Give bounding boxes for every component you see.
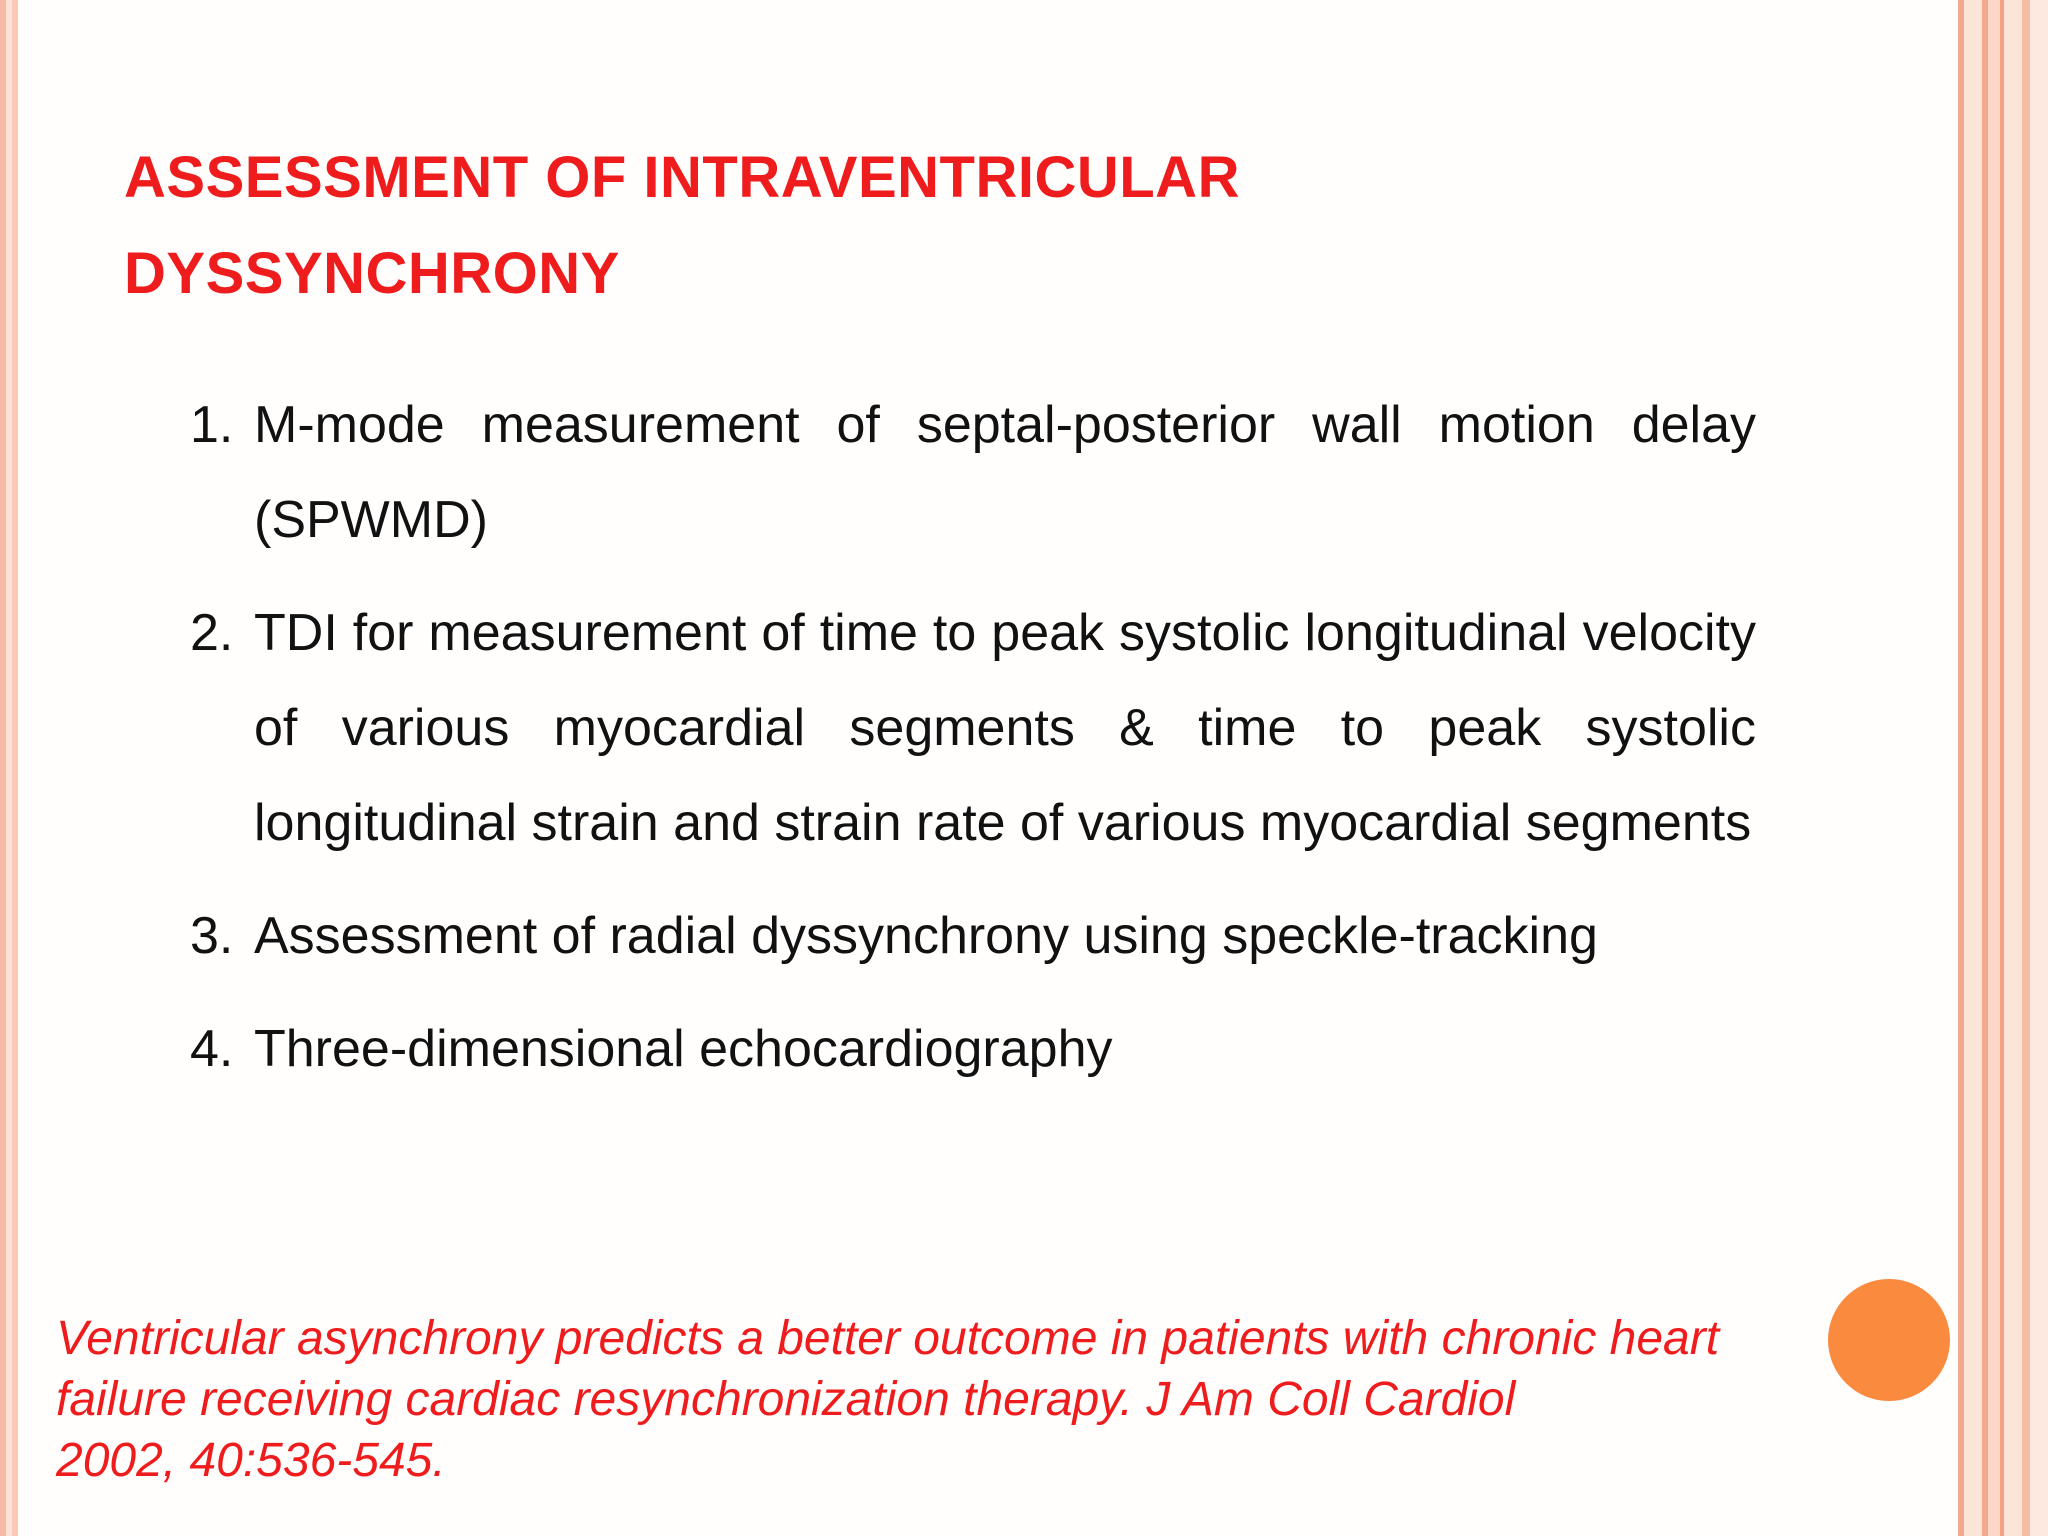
slide-title [124, 130, 1424, 322]
title-line-2: DYSSYNCHRONY [124, 241, 620, 306]
list-item [190, 1002, 1756, 1097]
list-item [190, 889, 1756, 984]
citation-line-1: Ventricular asynchrony predicts a better outcome in patients with chronic heart [56, 1312, 1720, 1365]
reference-citation [56, 1308, 1876, 1491]
list-item [190, 586, 1756, 871]
list-item-number: 4. [190, 1020, 234, 1078]
list-item-text: M-mode measurement of septal-posterior wall motion delay (SPWMD) [254, 396, 1756, 549]
list-item-text: Three-dimensional echocardiography [254, 1020, 1113, 1078]
list-item-text: TDI for measurement of time to peak systolic longitudinal velocity of various myocardial segments & time to peak systolic longitudinal strain and strain rate of various myocardial segments [254, 604, 1756, 852]
list-item-number: 2. [190, 604, 234, 662]
citation-line-2: failure receiving cardiac resynchronization therapy. J Am Coll Cardiol [56, 1373, 1516, 1426]
right-decorative-border [1958, 0, 2048, 1536]
list-item-number: 3. [190, 907, 234, 965]
list-item [190, 378, 1756, 568]
list-item-number: 1. [190, 396, 234, 454]
orange-circle-accent [1828, 1279, 1950, 1401]
citation-line-3: 2002, 40:536-545. [56, 1434, 446, 1487]
title-line-1: ASSESSMENT OF INTRAVENTRICULAR [124, 145, 1240, 210]
left-decorative-border [0, 0, 18, 1536]
list-item-text: Assessment of radial dyssynchrony using speckle-tracking [254, 907, 1598, 965]
assessment-methods-list [190, 378, 1756, 1115]
